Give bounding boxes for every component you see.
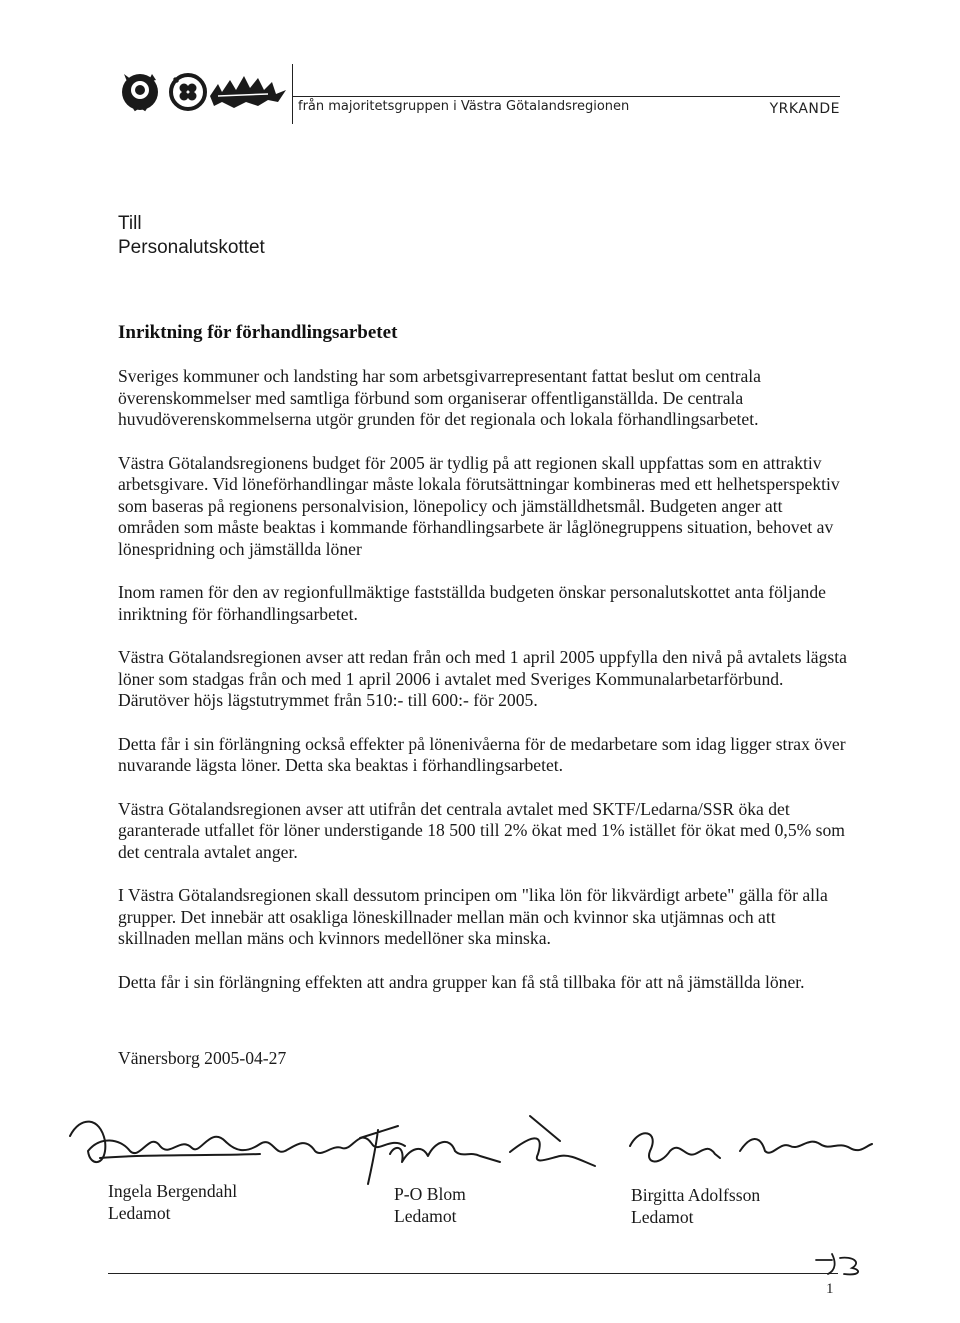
- paragraph: Sveriges kommuner och landsting har som arbetsgivarrepresentant fattat beslut om centrala överenskommelser med samtliga förbund som organiserar offentliganställda. De centrala huvudöverenskommelserna utgör grunden för det regionala och lokala förhandlingsarbetet.: [118, 366, 761, 429]
- header-divider-horizontal: [292, 96, 840, 97]
- paragraph: Västra Götalandsregionen avser att redan från och med 1 april 2005 uppfylla den nivå på avtalets lägsta löner som stadgas från och med 1 april 2006 i avtalet med Sveriges Kommunalarbetarförbund. Därutöver höjs lägstutrymmet från 510:- till 600:- för 2005.: [118, 647, 847, 710]
- signer-block: [394, 1183, 466, 1227]
- page-number: 1: [826, 1281, 834, 1297]
- paragraph: Västra Götalandsregionens budget för 2005 är tydlig på att regionen skall uppfattas som en attraktiv arbetsgivare. Vid löneförhandlingar måste lokala förutsättningar kombineras med ett helhetsperspektiv som baseras på regionens personalvision, lönepolicy och jämställdhetsmål. Budgeten anger att områden som måste beaktas i kommande förhandlingsarbete är låglönegruppens situation, behovet av lönespridning och jämställda löner: [118, 452, 840, 559]
- recipient-line-committee: Personalutskottet: [118, 237, 265, 258]
- signer-role: Ledamot: [631, 1207, 694, 1227]
- rose-logo: [122, 74, 158, 110]
- signer-block: [631, 1184, 760, 1228]
- document-body: [118, 366, 848, 1015]
- paragraph: Inom ramen för den av regionfullmäktige fastställda budgeten önskar personalutskottet anta följande inriktning för förhandlingsarbetet.: [118, 582, 826, 624]
- signature-scribble-3: [630, 1133, 872, 1161]
- paragraph: I Västra Götalandsregionen skall dessutom principen om "lika lön för likvärdigt arbete" gälla för alla grupper. Det innebär att osakliga löneskillnader mellan män och kvinnor ska utjämnas och att skillnaden mellan mäns och kvinnors medellöner ska minska.: [118, 885, 828, 948]
- signer-block: [108, 1180, 237, 1224]
- signer-name: P-O Blom: [394, 1184, 466, 1204]
- clover-circle-logo: [171, 75, 205, 109]
- document-title: Inriktning för förhandlingsarbetet: [118, 322, 398, 343]
- signature-scribble-2: [360, 1116, 595, 1184]
- party-logos: [118, 66, 290, 116]
- paragraph: Västra Götalandsregionen avser att utifrån det centrala avtalet med SKTF/Ledarna/SSR öka det garanterade utfallet för löner understigande 18 500 till 2% ökat med 1% istället för ökat med 0,5% som det centrala avtalet anger.: [118, 798, 845, 862]
- document-type-label: YRKANDE: [769, 101, 840, 117]
- signer-name: Birgitta Adolfsson: [631, 1185, 761, 1205]
- recipient-block: [118, 212, 265, 260]
- header-from-text: från majoritetsgruppen i Västra Götalandsregionen: [298, 99, 630, 114]
- signer-role: Ledamot: [394, 1206, 457, 1226]
- signer-name: Ingela Bergendahl: [108, 1181, 238, 1201]
- signer-role: Ledamot: [108, 1203, 171, 1223]
- paragraph: Detta får i sin förlängning också effekter på lönenivåerna för de medarbetare som idag ligger strax över nuvarande lägsta löner. Detta ska beaktas i förhandlingsarbetet.: [118, 733, 846, 775]
- leaf-logo: [210, 76, 286, 108]
- footer-rule: [108, 1273, 838, 1274]
- handwritten-initials: [812, 1250, 870, 1278]
- place-and-date: Vänersborg 2005-04-27: [118, 1048, 287, 1068]
- header-divider-vertical: [292, 64, 293, 124]
- recipient-line-to: Till: [118, 213, 142, 234]
- paragraph: Detta får i sin förlängning effekten att andra grupper kan få stå tillbaka för att nå jämställda löner.: [118, 971, 805, 992]
